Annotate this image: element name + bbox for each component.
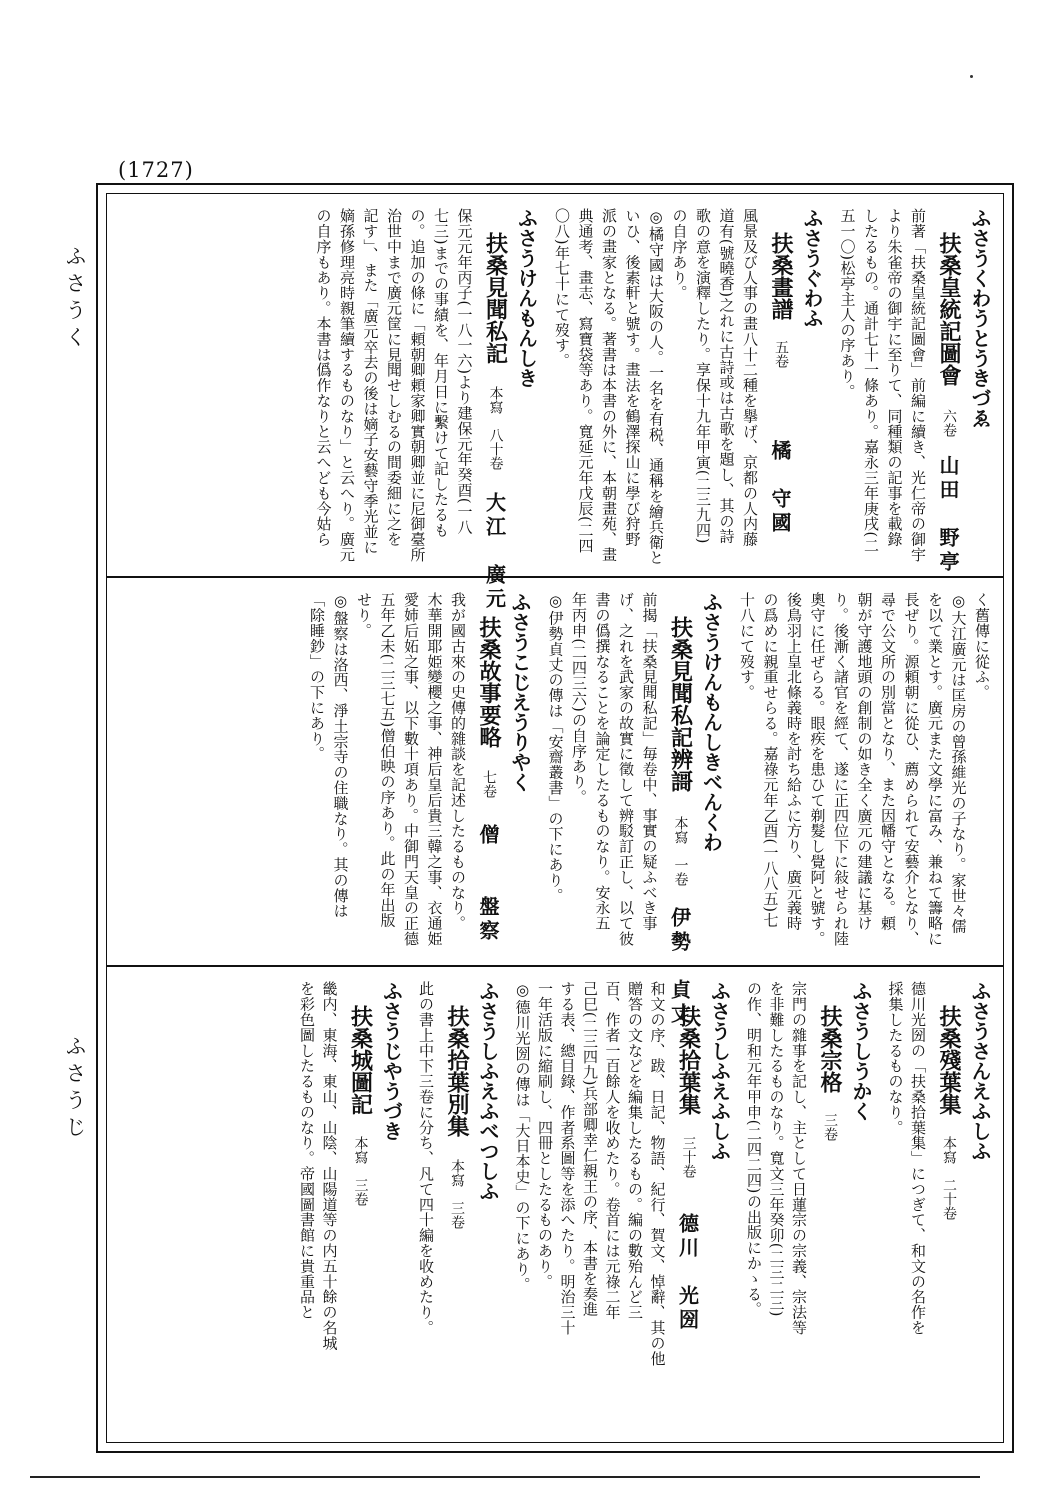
entry-reading: ふさうくわうとうきづゑ [968, 208, 992, 428]
entry-text-line: 嫡孫修理亮時親筆續するものなり」と云へり。廣元 [338, 208, 356, 563]
entry-reading: ふさうしふえふべつしふ [476, 981, 500, 1201]
entry-title: 扶桑見聞私記 [482, 232, 509, 364]
tier-divider-2 [106, 965, 1004, 967]
entry-text-line: 前揭「扶桑見聞私記」毎卷中、事實の疑ふべき事 [640, 592, 659, 931]
entry-title: 扶桑拾葉集 [675, 1005, 702, 1115]
side-index-bottom: ふさうじ [63, 1035, 87, 1143]
tier-middle [106, 584, 1004, 1027]
entry-text-line: 年丙申(二四三六)の自序あり。 [570, 592, 588, 805]
entry-text-line: 我が國古來の史傳的雜談を記述したるものなり。 [449, 592, 467, 931]
entry-text-line: の。追加の條に「頼朝卿頼家卿實朝卿並に尼御臺所 [408, 208, 427, 563]
entry-reading: ふさうけんもんしき [514, 208, 539, 388]
entry-text-line: 畿内、東海、東山、山陰、山陽道等の内五十餘の名城 [320, 981, 339, 1351]
entry-text-line: 此の書上中下三卷に分ち、凡て四十編を收めたり。 [417, 981, 435, 1336]
entry-volumes: 本寫 八十卷 [487, 386, 504, 470]
entry-text-line: ◎大江廣元は匡房の曾孫維光の子なり。家世々儒 [949, 592, 968, 934]
entry-text-line: く舊傳に從ふ。 [973, 592, 991, 700]
entry-text-line: の爲めに親重せらる。嘉祿元年乙酉(一八八五)七 [761, 592, 780, 928]
entry-volumes: 本寫 三卷 [449, 1159, 465, 1229]
entry-title: 扶桑畫譜 [768, 232, 794, 320]
entry-text-line: 〇八)年七十にて歿す。 [553, 208, 571, 369]
entry-text-line: 風景及び人事の畫八十二種を擧げ、京都の人内藤 [741, 208, 759, 547]
entry-reading: ふさうぐわふ [800, 208, 824, 328]
entry-text-line: したるもの。通計七十一條あり。嘉永三年庚戌(二 [862, 208, 880, 554]
entry-text-line: を彩色圖したるものなり。帝國圖書館に貴重品と [298, 981, 316, 1320]
entry-text-line: の自序あり。 [670, 208, 689, 301]
entry-text-line: する表、總目錄、作者系圖等を添へたり。明治三十 [558, 981, 577, 1336]
entry-text-line: 歌の意を演釋したり。享保十九年甲寅(二三九四) [694, 208, 712, 544]
entry-title: 扶桑城圖記 [347, 1005, 374, 1115]
entry-text-line: を非難したるものなり。寬文三年癸卯(二三二三) [767, 981, 786, 1317]
entry-volumes: 本寫 三卷 [352, 1136, 369, 1206]
entry-text-line: 木華開耶姫變櫻之事、神后皇后貴三韓之事、衣通姫 [425, 592, 444, 947]
side-index-top: ふさうく [63, 245, 87, 353]
entry-author: 橘 守國 [768, 440, 792, 536]
entry-reading: ふさうじやうづき [379, 981, 404, 1141]
entry-text-line: 書の僞撰なることを論定したるものなり。安永五 [593, 592, 612, 931]
entry-title: 扶桑宗格 [817, 1005, 843, 1093]
entry-volumes: 六卷 [941, 409, 957, 437]
entry-volumes: 七卷 [481, 770, 497, 798]
entry-text-line: 和文の序、跋、日記、物語、紀行、賀文、悼辭、其の他 [648, 981, 667, 1366]
entry-text-line: より朱雀帝の御宇に至りて、同種類の記事を載錄 [885, 208, 904, 547]
entry-text-line: ◎伊勢貞丈の傳は「安齋叢書」の下にあり。 [546, 592, 565, 903]
entry-author: 伊勢 貞丈 [667, 907, 692, 1027]
entry-text-line: 採集したるものなり。 [886, 981, 905, 1135]
stray-mark [970, 75, 973, 78]
entry-text-line: 五年乙未(二三七五)僧伯映の序あり。此の年出版 [378, 592, 397, 928]
entry-text-line: ◎橘守國は大阪の人。一名を有税、通稱を繪兵衛と [647, 208, 665, 566]
entry-text-line: の作、明和元年甲申(二四二四)の出版にかゝる。 [745, 981, 763, 1317]
entry-volumes: 本寫 一卷 [672, 816, 689, 886]
entry-text-line: 前著「扶桑皇統記圖會」前編に續き、光仁帝の御宇 [909, 208, 927, 563]
entry-title: 扶桑見聞私記辨謌 [667, 616, 694, 792]
entry-text-line: の自序もあり。本書は僞作なりと云へども今姑ら [314, 208, 333, 547]
entry-volumes: 三卷 [822, 1113, 838, 1141]
entry-text-line: 派の畫家となる。著書は本書の外に、本朝畫苑、畫 [600, 208, 618, 563]
entry-text-line: 道有(號曉香)之れに古詩或は古歌を題し、其の詩 [717, 208, 736, 544]
entry-text-line: いひ、後素軒と號す。畫法を鶴澤探山に學び狩野 [623, 208, 642, 547]
entry-text-line: 宗門の雜事を記し、主として日蓮宗の宗義、宗法等 [790, 981, 808, 1336]
entry-author: 僧 盤察 [476, 824, 500, 944]
bottom-rule [30, 1476, 980, 1478]
entry-text-line: 保元元年丙子(一八一六)より建保元年癸酉(一八 [455, 208, 474, 535]
entry-volumes: 三十卷 [680, 1136, 697, 1178]
entry-text-line: ◎德川光圀の傳は「大日本史」の下にあり。 [513, 981, 532, 1292]
entry-text-line: り。後漸く諸官を經て、遂に正四位下に敍せられ陸 [832, 592, 850, 947]
entry-text-line: 後鳥羽上皇北條義時を討ち給ふに方り、廣元義時 [785, 592, 803, 931]
page-number: (1727) [118, 158, 194, 182]
tier-divider-1 [106, 576, 1004, 578]
entry-text-line: 記す」、また「廣元卒去の後は嫡子安藝守季光並に [361, 208, 380, 555]
entry-volumes: 本寫 二十卷 [941, 1136, 957, 1220]
entry-text-line: 長ぜり。源頼朝に從ひ、薦められて安藝介となり、 [902, 592, 921, 947]
entry-reading: ふさうさんえふしふ [968, 981, 992, 1161]
entry-text-line: 贈答の文などを編集したるもの。編の數殆んど三 [626, 981, 644, 1320]
entry-author: 德川 光圀 [675, 1213, 700, 1333]
entry-title: 扶桑故事要略 [476, 616, 502, 748]
entry-text-line: 奧守に任ぜらる。眼疾を患ひて剃髮し覺阿と號す。 [808, 592, 827, 947]
entry-volumes: 五卷 [773, 340, 789, 368]
entry-text-line: 七三)までの事績を、年月日に繫けて記したるも [432, 208, 450, 538]
entry-text-line: げ、之れを武家の故實に徵して辨駁訂正し、以て彼 [617, 592, 635, 947]
entry-text-line: ◎盤察は洛西、淨土宗寺の住職なり。其の傳は [331, 592, 350, 919]
entry-title: 扶桑拾葉別集 [444, 1005, 470, 1137]
entry-title: 扶桑皇統記圖會 [936, 232, 962, 386]
entry-reading: ふさうこじえうりやく [508, 592, 532, 792]
entry-reading: ふさうけんもんしきべんくわ [699, 592, 724, 852]
entry-text-line: 愛姉后妬之事、以下數十項あり。中御門天皇の正德 [402, 592, 420, 947]
entry-text-line: 百、作者一百餘人を收めたり。卷首には元祿二年 [603, 981, 622, 1320]
entry-text-line: 德川光圀の「扶桑拾葉集」につぎて、和文の名作を [909, 981, 927, 1336]
entry-text-line: 尋で公文所の別當となり、また因幡守となる。頼 [879, 592, 897, 931]
entry-text-line: 「除睡鈔」の下にあり。 [308, 592, 326, 762]
tier-bottom [106, 973, 1004, 1438]
entry-text-line: 十八にて歿す。 [738, 592, 756, 700]
entry-reading: ふさうしうかく [849, 981, 873, 1121]
entry-text-line: 典通考、畫志、寫寶袋等あり。寬延元年戊辰(二四 [576, 208, 595, 554]
entry-title: 扶桑殘葉集 [936, 1005, 962, 1115]
entry-text-line: 治世中まで廣元筐に見聞せしむるの間委細に之を [385, 208, 403, 547]
entry-text-line: 朝が守護地頭の創制の如き全く廣元の建議に基け [855, 592, 874, 931]
entry-reading: ふさうしふえふしふ [707, 981, 732, 1161]
entry-text-line: 己巳(二三四九)兵部卿幸仁親王の序、本書を奏進 [581, 981, 599, 1317]
entry-text-line: を以て業とす。廣元また文學に富み、兼ねて籌略に [926, 592, 944, 947]
entry-text-line: 五一〇)松亭主人の序あり。 [838, 208, 857, 400]
tier-top [106, 200, 1004, 612]
entry-text-line: せり。 [355, 592, 373, 639]
entry-author: 山田 野亭 [936, 455, 960, 575]
entry-author: 大江 廣元 [482, 492, 507, 612]
entry-text-line: 一年活版に縮刷し、四冊としたるものあり。 [536, 981, 554, 1289]
